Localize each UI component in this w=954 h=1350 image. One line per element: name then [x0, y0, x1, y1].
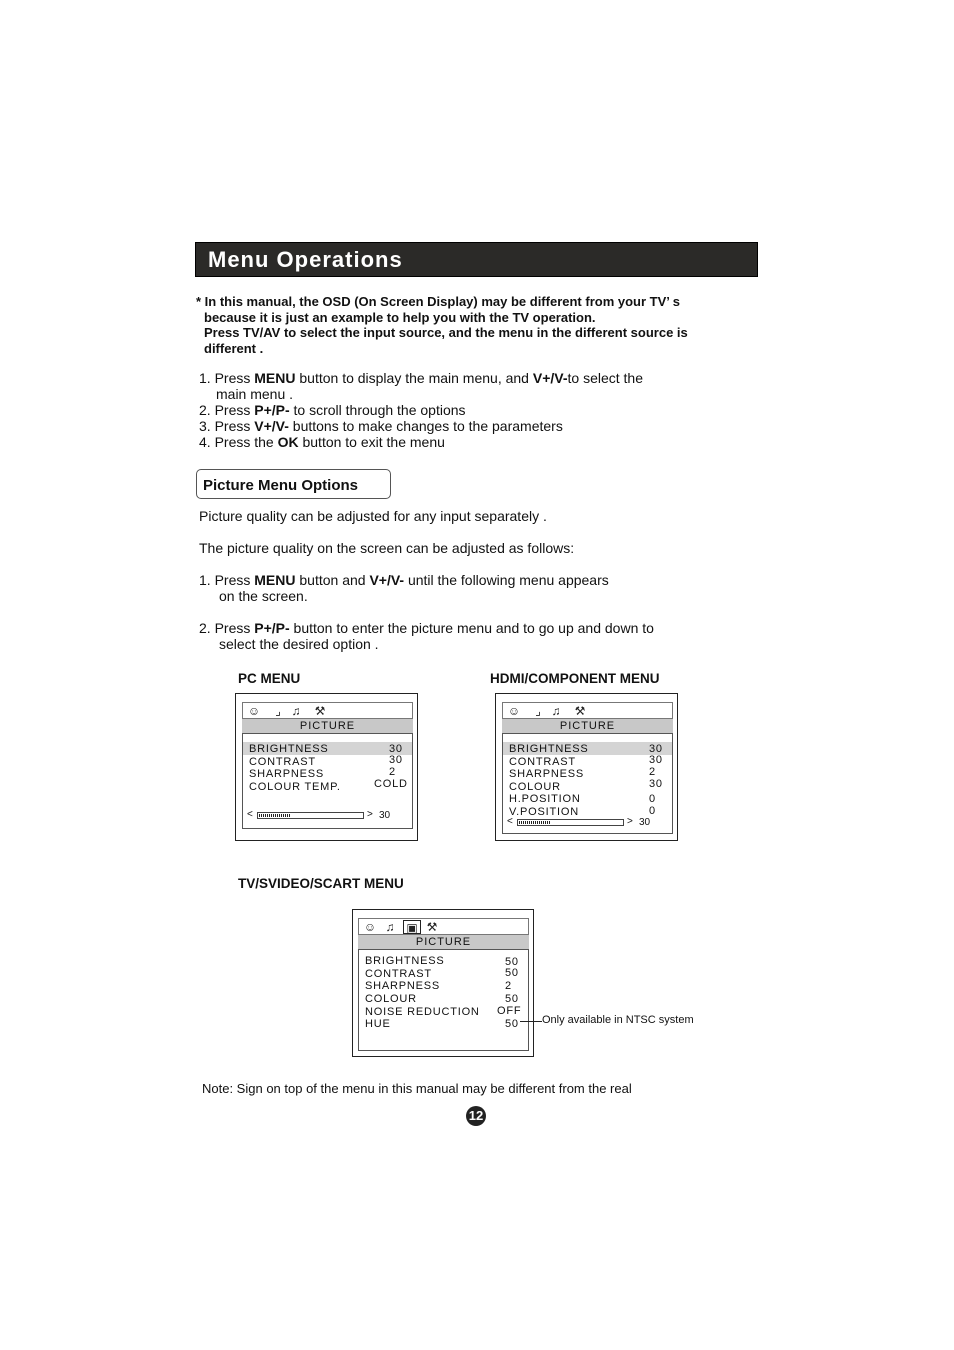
note-line: Press TV/AV to select the input source, and the menu in the different source is: [204, 325, 688, 340]
tv-menu-osd: [352, 909, 534, 1057]
speaker-icon: ♫: [291, 704, 301, 718]
osd-item[interactable]: COLOUR TEMP.: [249, 781, 341, 793]
step-text: button to display the main menu, and: [295, 370, 533, 386]
osd-item[interactable]: SHARPNESS: [365, 980, 441, 992]
osd-value: 50: [505, 993, 519, 1005]
step-text: 3. Press: [199, 418, 255, 434]
satellite-icon: ⌟: [275, 704, 281, 718]
step-key: MENU: [254, 572, 296, 588]
section-heading-box: [196, 469, 391, 499]
note-line: * In this manual, the OSD (On Screen Display) may be different from your TV’ s: [196, 294, 680, 309]
slider-fill: [519, 821, 550, 824]
footer-note: Note: Sign on top of the menu in this manual may be different from the real: [202, 1081, 632, 1096]
osd-value: 50: [505, 956, 519, 968]
osd-value: OFF: [497, 1005, 522, 1017]
osd-body: [242, 733, 413, 829]
osd-value: 30: [649, 778, 663, 790]
callout-line: [520, 1021, 542, 1022]
osd-item[interactable]: NOISE REDUCTION: [365, 1006, 480, 1018]
hdmi-menu-label: HDMI/COMPONENT MENU: [490, 671, 660, 686]
osd-item[interactable]: HUE: [365, 1018, 391, 1030]
slider-value: 30: [379, 810, 391, 821]
osd-value: 30: [649, 754, 663, 766]
title-bar: [195, 242, 758, 277]
screen-icon: ▣: [403, 920, 421, 934]
osd-item[interactable]: COLOUR: [509, 781, 561, 793]
osd-icon-bar: [502, 702, 673, 719]
ntsc-callout: Only available in NTSC system: [542, 1014, 694, 1026]
pc-menu-label: PC MENU: [238, 671, 301, 686]
osd-value: 50: [505, 967, 519, 979]
step-key: V+/V-: [254, 418, 289, 434]
osd-value: 2: [389, 766, 396, 778]
menu-steps: [199, 370, 643, 450]
step-text: until the following menu appears: [404, 572, 609, 588]
osd-item[interactable]: COLOUR: [365, 993, 417, 1005]
step-text: to scroll through the options: [289, 402, 466, 418]
tools-icon: ⚒: [574, 704, 586, 718]
osd-value: 30: [389, 754, 403, 766]
step-key: OK: [277, 434, 299, 450]
osd-item[interactable]: SHARPNESS: [249, 768, 325, 780]
picture-paragraph-1: Picture quality can be adjusted for any input separately .: [199, 508, 547, 524]
intro-note: [196, 294, 766, 356]
picture-instruction-2-cont: select the desired option .: [219, 636, 379, 652]
osd-item[interactable]: SHARPNESS: [509, 768, 585, 780]
osd-value: 0: [649, 793, 656, 805]
note-line: because it is just an example to help you with the TV operation.: [204, 309, 596, 325]
osd-value: 30: [649, 743, 663, 755]
step-key: V+/V-: [532, 370, 568, 386]
step-text: 4. Press the: [199, 434, 278, 450]
osd-item[interactable]: H.POSITION: [509, 793, 581, 805]
step-text: to select the: [567, 370, 643, 386]
people-icon: ☺: [363, 920, 377, 934]
step-key: MENU: [254, 370, 296, 386]
step-text: button to exit the menu: [298, 434, 445, 450]
tools-icon: ⚒: [426, 920, 438, 934]
step-text: 1. Press: [199, 370, 255, 386]
step-text: button and: [295, 572, 370, 588]
speaker-icon: ♫: [551, 704, 561, 718]
osd-value: COLD: [374, 778, 408, 790]
slider-track[interactable]: [517, 819, 624, 826]
slider-track[interactable]: [257, 812, 364, 819]
people-icon: ☺: [247, 704, 261, 718]
picture-paragraph-2: The picture quality on the screen can be adjusted as follows:: [199, 540, 575, 556]
osd-icon-bar: [242, 702, 413, 719]
satellite-icon: ⌟: [535, 704, 541, 718]
osd-value: 2: [649, 766, 656, 778]
step-text: button to enter the picture menu and to go up and down to: [289, 620, 654, 636]
step-4: [199, 434, 643, 450]
section-title: Picture Menu Options: [203, 477, 359, 494]
tv-menu-label: TV/SVIDEO/SCART MENU: [238, 876, 404, 891]
osd-item[interactable]: CONTRAST: [365, 968, 432, 980]
osd-header: PICTURE: [242, 719, 413, 733]
hdmi-menu-osd: [495, 693, 678, 841]
osd-item[interactable]: CONTRAST: [249, 756, 316, 768]
speaker-icon: ♫: [385, 920, 395, 934]
osd-value: 0: [649, 805, 656, 817]
step-key: P+/P-: [254, 402, 290, 418]
picture-instruction-2: [199, 620, 654, 636]
step-text: 2. Press: [199, 620, 255, 636]
tools-icon: ⚒: [314, 704, 326, 718]
slider-fill: [259, 814, 290, 817]
slider-right-arrow[interactable]: >: [627, 816, 633, 827]
picture-instruction-1: [199, 572, 609, 588]
osd-body: [358, 949, 529, 1051]
osd-item[interactable]: BRIGHTNESS: [249, 743, 329, 755]
step-key: V+/V-: [369, 572, 405, 588]
osd-item[interactable]: CONTRAST: [509, 756, 576, 768]
step-text: 1. Press: [199, 572, 255, 588]
osd-item[interactable]: BRIGHTNESS: [509, 743, 589, 755]
osd-value: 2: [505, 980, 512, 992]
slider-left-arrow[interactable]: <: [507, 816, 513, 827]
step-text: buttons to make changes to the parameters: [288, 418, 563, 434]
step-2: [199, 402, 643, 418]
osd-item[interactable]: V.POSITION: [509, 806, 579, 818]
slider-value: 30: [639, 817, 651, 828]
page-title: Menu Operations: [208, 247, 403, 272]
page-number: 12: [466, 1106, 486, 1126]
people-icon: ☺: [507, 704, 521, 718]
picture-instruction-1-cont: on the screen.: [219, 588, 308, 604]
step-key: P+/P-: [254, 620, 290, 636]
step-1-cont: main menu .: [216, 386, 294, 402]
slider-left-arrow[interactable]: <: [247, 809, 253, 820]
pc-menu-osd: [235, 693, 418, 841]
osd-value: 30: [389, 743, 403, 755]
osd-value: 50: [505, 1018, 519, 1030]
note-line: different .: [204, 340, 264, 356]
osd-header: PICTURE: [502, 719, 673, 733]
osd-icon-bar: [358, 918, 529, 935]
osd-body: [502, 733, 673, 834]
slider-right-arrow[interactable]: >: [367, 809, 373, 820]
step-3: [199, 418, 643, 434]
osd-header: PICTURE: [358, 935, 529, 949]
osd-item[interactable]: BRIGHTNESS: [365, 955, 445, 967]
step-text: 2. Press: [199, 402, 255, 418]
step-1: [199, 370, 643, 386]
